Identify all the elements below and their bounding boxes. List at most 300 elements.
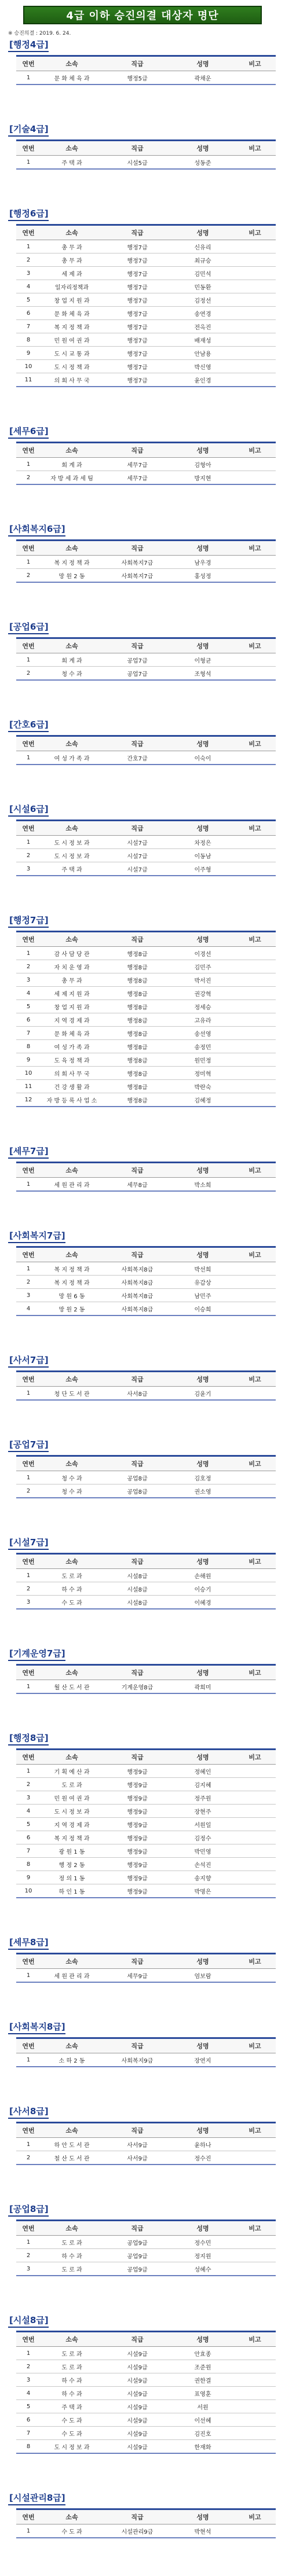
- row-name: 민동환: [171, 280, 234, 293]
- table-row: [16, 1582, 276, 1596]
- row-name: 성동준: [171, 156, 234, 170]
- row-number: 8: [16, 1040, 41, 1053]
- row-rank: 시설8급: [103, 1582, 171, 1596]
- table-row: [16, 2236, 276, 2249]
- table-header-row: [16, 638, 276, 653]
- row-note: [234, 1289, 276, 1302]
- table-row: [16, 2262, 276, 2276]
- row-name: 김호정: [171, 1471, 234, 1484]
- section-label: [시설8급]: [8, 2314, 49, 2328]
- section: [8, 620, 277, 681]
- row-name: 정수민: [171, 2236, 234, 2249]
- column-header: 직급: [103, 2509, 171, 2524]
- table-row: [16, 2151, 276, 2165]
- row-department: 철 산 도 서 관: [41, 2151, 103, 2165]
- section: [8, 207, 277, 387]
- column-header: 연번: [16, 541, 41, 556]
- row-rank: 행정8급: [103, 973, 171, 987]
- table-row: [16, 1289, 276, 1302]
- column-header: 비고: [234, 443, 276, 458]
- row-name: 장연지: [171, 2053, 234, 2067]
- column-header: 직급: [103, 2221, 171, 2236]
- roster-table: [16, 1455, 276, 1498]
- row-name: 조준원: [171, 2360, 234, 2373]
- row-department: 기 획 예 산 과: [41, 1765, 103, 1778]
- row-rank: 행정7급: [103, 280, 171, 293]
- row-department: 복 지 정 책 과: [41, 320, 103, 333]
- row-number: 2: [16, 471, 41, 485]
- column-header: 소속: [41, 541, 103, 556]
- section-label: [간호6급]: [8, 718, 49, 732]
- row-rank: 사회복지7급: [103, 556, 171, 569]
- row-number: 3: [16, 1791, 41, 1805]
- table-row: [16, 1471, 276, 1484]
- table-row: [16, 2427, 276, 2440]
- column-header: 소속: [41, 2221, 103, 2236]
- row-name: 박선희: [171, 1262, 234, 1276]
- row-name: 박명은: [171, 1884, 234, 1898]
- row-rank: 사서9급: [103, 2151, 171, 2165]
- row-note: [234, 267, 276, 280]
- row-name: 신유리: [171, 240, 234, 253]
- row-department: 자 방 세 과 세 팀: [41, 471, 103, 485]
- column-header: 소속: [41, 638, 103, 653]
- row-note: [234, 1778, 276, 1791]
- table-row: [16, 471, 276, 485]
- section-label: [세무6급]: [8, 425, 49, 439]
- row-number: 1: [16, 2347, 41, 2360]
- table-header-row: [16, 932, 276, 947]
- row-name: 조형석: [171, 667, 234, 681]
- row-note: [234, 2373, 276, 2387]
- table-header-row: [16, 56, 276, 71]
- row-rank: 사회복지8급: [103, 1302, 171, 1316]
- section: [8, 718, 277, 765]
- column-header: 연번: [16, 2123, 41, 2138]
- row-department: 총 무 과: [41, 973, 103, 987]
- row-rank: 행정7급: [103, 253, 171, 267]
- row-department: 문 화 체 육 과: [41, 1027, 103, 1040]
- section: [8, 803, 277, 876]
- row-rank: 시설7급: [103, 862, 171, 876]
- row-rank: 공업7급: [103, 667, 171, 681]
- column-header: 성명: [171, 443, 234, 458]
- row-note: [234, 307, 276, 320]
- row-number: 2: [16, 569, 41, 583]
- table-row: [16, 458, 276, 471]
- row-rank: 행정7급: [103, 360, 171, 373]
- row-note: [234, 947, 276, 960]
- row-note: [234, 1969, 276, 1983]
- row-name: 엄보람: [171, 1969, 234, 1983]
- row-number: 3: [16, 2373, 41, 2387]
- row-rank: 세무8급: [103, 1178, 171, 1192]
- column-header: 소속: [41, 1163, 103, 1178]
- table-row: [16, 1178, 276, 1192]
- row-number: 1: [16, 458, 41, 471]
- row-department: 도 시 정 보 과: [41, 836, 103, 849]
- row-note: [234, 1582, 276, 1596]
- row-name: 박신영: [171, 360, 234, 373]
- row-note: [234, 360, 276, 373]
- row-number: 6: [16, 1013, 41, 1027]
- column-header: 성명: [171, 2038, 234, 2053]
- row-number: 1: [16, 751, 41, 765]
- row-number: 3: [16, 862, 41, 876]
- sections-container: [0, 38, 285, 2576]
- row-name: 배재성: [171, 333, 234, 347]
- row-department: 총 무 과: [41, 253, 103, 267]
- column-header: 비고: [234, 932, 276, 947]
- row-note: [234, 333, 276, 347]
- column-header: 비고: [234, 2509, 276, 2524]
- row-note: [234, 458, 276, 471]
- row-number: 1: [16, 836, 41, 849]
- table-header-row: [16, 1247, 276, 1262]
- column-header: 비고: [234, 821, 276, 836]
- row-name: 서원일: [171, 1818, 234, 1831]
- column-header: 직급: [103, 1954, 171, 1969]
- column-header: 소속: [41, 2038, 103, 2053]
- table-row: [16, 1302, 276, 1316]
- column-header: 비고: [234, 2332, 276, 2347]
- table-row: [16, 569, 276, 583]
- table-row: [16, 960, 276, 973]
- row-rank: 공업7급: [103, 653, 171, 667]
- row-name: 유갑상: [171, 1276, 234, 1289]
- column-header: 비고: [234, 2038, 276, 2053]
- row-number: 1: [16, 71, 41, 85]
- table-row: [16, 1884, 276, 1898]
- table-header-row: [16, 443, 276, 458]
- row-rank: 공업9급: [103, 2236, 171, 2249]
- table-row: [16, 653, 276, 667]
- row-note: [234, 1791, 276, 1805]
- row-department: 지 역 경 제 과: [41, 1013, 103, 1027]
- row-rank: 기계운영8급: [103, 1680, 171, 1694]
- column-header: 소속: [41, 56, 103, 71]
- column-header: 성명: [171, 2332, 234, 2347]
- section-label: [사회복지7급]: [8, 1229, 65, 1243]
- row-note: [234, 1680, 276, 1694]
- section: [8, 1438, 277, 1498]
- section: [8, 1732, 277, 1898]
- row-name: 권한결: [171, 2373, 234, 2387]
- row-rank: 사회복지8급: [103, 1289, 171, 1302]
- section: [8, 2314, 277, 2454]
- row-note: [234, 1471, 276, 1484]
- row-department: 도 육 정 책 과: [41, 1053, 103, 1067]
- row-department: 하 수 과: [41, 2373, 103, 2387]
- row-department: 여 성 가 족 과: [41, 751, 103, 765]
- column-header: 연번: [16, 56, 41, 71]
- row-department: 수 도 과: [41, 1596, 103, 1609]
- row-rank: 행정9급: [103, 1818, 171, 1831]
- row-note: [234, 293, 276, 307]
- row-name: 이경선: [171, 947, 234, 960]
- row-note: [234, 1844, 276, 1858]
- row-number: 5: [16, 2400, 41, 2413]
- row-department: 의 회 사 무 국: [41, 1067, 103, 1080]
- section-label: [세무7급]: [8, 1145, 49, 1159]
- row-name: 남우경: [171, 556, 234, 569]
- row-number: 6: [16, 1831, 41, 1844]
- section-label: [사서7급]: [8, 1354, 49, 1368]
- row-rank: 행정5급: [103, 71, 171, 85]
- column-header: 직급: [103, 225, 171, 240]
- row-number: 7: [16, 320, 41, 333]
- column-header: 비고: [234, 1750, 276, 1765]
- row-number: 4: [16, 1805, 41, 1818]
- row-rank: 시설8급: [103, 1569, 171, 1582]
- column-header: 성명: [171, 1750, 234, 1765]
- row-department: 수 도 과: [41, 2413, 103, 2427]
- row-number: 5: [16, 293, 41, 307]
- row-department: 망 원 2 동: [41, 569, 103, 583]
- column-header: 연번: [16, 2509, 41, 2524]
- row-note: [234, 71, 276, 85]
- column-header: 연번: [16, 1247, 41, 1262]
- row-name: 곽희미: [171, 1680, 234, 1694]
- table-header-row: [16, 2221, 276, 2236]
- row-rank: 행정7급: [103, 347, 171, 360]
- column-header: 직급: [103, 1163, 171, 1178]
- row-number: 1: [16, 947, 41, 960]
- row-rank: 시설9급: [103, 2347, 171, 2360]
- row-rank: 시설9급: [103, 2427, 171, 2440]
- table-row: [16, 2138, 276, 2151]
- section-label: [사서8급]: [8, 2105, 49, 2119]
- row-number: 4: [16, 280, 41, 293]
- column-header: 성명: [171, 2509, 234, 2524]
- row-note: [234, 1013, 276, 1027]
- row-number: 3: [16, 1596, 41, 1609]
- row-rank: 행정9급: [103, 1791, 171, 1805]
- row-name: 김정선: [171, 293, 234, 307]
- roster-table: [16, 442, 276, 485]
- roster-table: [16, 2331, 276, 2454]
- row-rank: 행정7급: [103, 240, 171, 253]
- column-header: 소속: [41, 821, 103, 836]
- row-department: 광 원 1 동: [41, 1844, 103, 1858]
- row-rank: 행정7급: [103, 293, 171, 307]
- table-row: [16, 2400, 276, 2413]
- column-header: 비고: [234, 2123, 276, 2138]
- column-header: 직급: [103, 1372, 171, 1387]
- row-name: 서원: [171, 2400, 234, 2413]
- table-row: [16, 2053, 276, 2067]
- section: [8, 123, 277, 170]
- row-name: 권강혁: [171, 987, 234, 1000]
- table-row: [16, 2360, 276, 2373]
- row-rank: 시설7급: [103, 836, 171, 849]
- column-header: 소속: [41, 1372, 103, 1387]
- section: [8, 1145, 277, 1192]
- row-rank: 공업9급: [103, 2249, 171, 2262]
- roster-table: [16, 735, 276, 765]
- row-name: 원민정: [171, 1053, 234, 1067]
- row-name: 송연경: [171, 307, 234, 320]
- row-number: 7: [16, 1844, 41, 1858]
- roster-table: [16, 539, 276, 583]
- row-number: 10: [16, 360, 41, 373]
- row-rank: 시설9급: [103, 2400, 171, 2413]
- table-row: [16, 373, 276, 387]
- row-note: [234, 2053, 276, 2067]
- column-header: 소속: [41, 225, 103, 240]
- row-rank: 시설5급: [103, 156, 171, 170]
- table-header-row: [16, 1163, 276, 1178]
- row-rank: 공업8급: [103, 1471, 171, 1484]
- row-department: 도 시 정 보 과: [41, 1805, 103, 1818]
- column-header: 연번: [16, 2038, 41, 2053]
- column-header: 성명: [171, 56, 234, 71]
- row-department: 청 단 도 서 관: [41, 1387, 103, 1401]
- row-rank: 행정9급: [103, 1831, 171, 1844]
- row-department: 소 하 2 동: [41, 2053, 103, 2067]
- row-number: 2: [16, 960, 41, 973]
- row-note: [234, 1093, 276, 1107]
- row-number: 1: [16, 1387, 41, 1401]
- row-name: 윤하나: [171, 2138, 234, 2151]
- column-header: 성명: [171, 821, 234, 836]
- row-note: [234, 1884, 276, 1898]
- section: [8, 1229, 277, 1316]
- table-row: [16, 667, 276, 681]
- table-header-row: [16, 225, 276, 240]
- row-number: 3: [16, 1289, 41, 1302]
- row-note: [234, 2151, 276, 2165]
- row-note: [234, 973, 276, 987]
- row-note: [234, 2413, 276, 2427]
- row-name: 김민주: [171, 960, 234, 973]
- row-name: 윤인경: [171, 373, 234, 387]
- row-note: [234, 2236, 276, 2249]
- row-number: 2: [16, 667, 41, 681]
- row-number: 10: [16, 1884, 41, 1898]
- row-department: 도 로 과: [41, 2236, 103, 2249]
- roster-table: [16, 2508, 276, 2538]
- table-row: [16, 1831, 276, 1844]
- row-note: [234, 667, 276, 681]
- row-number: 1: [16, 1178, 41, 1192]
- roster-table: [16, 637, 276, 681]
- row-rank: 공업9급: [103, 2262, 171, 2276]
- row-note: [234, 156, 276, 170]
- row-note: [234, 1484, 276, 1498]
- row-number: 2: [16, 1582, 41, 1596]
- row-rank: 행정8급: [103, 1053, 171, 1067]
- row-name: 이숙이: [171, 751, 234, 765]
- column-header: 직급: [103, 1665, 171, 1680]
- row-note: [234, 1765, 276, 1778]
- table-header-row: [16, 1954, 276, 1969]
- row-note: [234, 1871, 276, 1884]
- column-header: 성명: [171, 638, 234, 653]
- row-number: 2: [16, 1484, 41, 1498]
- row-department: 건 강 생 활 과: [41, 1080, 103, 1093]
- column-header: 직급: [103, 2332, 171, 2347]
- row-rank: 행정8급: [103, 960, 171, 973]
- column-header: 성명: [171, 1954, 234, 1969]
- row-number: 8: [16, 1858, 41, 1871]
- table-row: [16, 240, 276, 253]
- row-number: 2: [16, 1778, 41, 1791]
- row-number: 2: [16, 849, 41, 862]
- row-note: [234, 2440, 276, 2454]
- row-number: 6: [16, 2413, 41, 2427]
- row-number: 1: [16, 156, 41, 170]
- row-name: 송선영: [171, 1027, 234, 1040]
- column-header: 비고: [234, 2221, 276, 2236]
- column-header: 연번: [16, 443, 41, 458]
- row-number: 4: [16, 1302, 41, 1316]
- row-number: 7: [16, 2427, 41, 2440]
- column-header: 비고: [234, 1665, 276, 1680]
- row-rank: 행정7급: [103, 307, 171, 320]
- row-note: [234, 1000, 276, 1013]
- row-department: 복 지 정 책 과: [41, 1276, 103, 1289]
- row-department: 월 산 도 서 관: [41, 1680, 103, 1694]
- row-name: 이형균: [171, 653, 234, 667]
- roster-table: [16, 55, 276, 85]
- table-header-row: [16, 1372, 276, 1387]
- resolution-date: ※ 승진의결 : 2019. 6. 24.: [8, 31, 71, 36]
- table-row: [16, 987, 276, 1000]
- row-department: 하 안 도 서 관: [41, 2138, 103, 2151]
- row-rank: 행정8급: [103, 1040, 171, 1053]
- table-header-row: [16, 1665, 276, 1680]
- row-note: [234, 2249, 276, 2262]
- column-header: 연번: [16, 821, 41, 836]
- row-department: 문 화 체 육 과: [41, 71, 103, 85]
- table-row: [16, 2387, 276, 2400]
- row-department: 세 원 관 리 과: [41, 1969, 103, 1983]
- row-name: 김윤기: [171, 1387, 234, 1401]
- column-header: 비고: [234, 541, 276, 556]
- row-rank: 행정8급: [103, 987, 171, 1000]
- roster-table: [16, 1246, 276, 1316]
- row-rank: 시설9급: [103, 2440, 171, 2454]
- table-row: [16, 1093, 276, 1107]
- column-header: 소속: [41, 1954, 103, 1969]
- table-header-row: [16, 821, 276, 836]
- row-department: 하 수 과: [41, 2387, 103, 2400]
- column-header: 성명: [171, 932, 234, 947]
- row-rank: 사회복지9급: [103, 2053, 171, 2067]
- row-note: [234, 373, 276, 387]
- column-header: 연번: [16, 2221, 41, 2236]
- row-department: 복 지 정 책 과: [41, 1262, 103, 1276]
- row-name: 박민영: [171, 1844, 234, 1858]
- row-rank: 행정7급: [103, 267, 171, 280]
- row-name: 성혜수: [171, 2262, 234, 2276]
- row-note: [234, 1178, 276, 1192]
- table-row: [16, 71, 276, 85]
- row-note: [234, 320, 276, 333]
- section: [8, 2203, 277, 2276]
- row-note: [234, 1053, 276, 1067]
- table-row: [16, 2440, 276, 2454]
- row-department: 하 수 과: [41, 2249, 103, 2262]
- section: [8, 1936, 277, 1983]
- column-header: 연번: [16, 1954, 41, 1969]
- column-header: 직급: [103, 541, 171, 556]
- column-header: 연번: [16, 932, 41, 947]
- row-department: 총 무 과: [41, 240, 103, 253]
- column-header: 연번: [16, 2332, 41, 2347]
- row-name: 정수진: [171, 2151, 234, 2165]
